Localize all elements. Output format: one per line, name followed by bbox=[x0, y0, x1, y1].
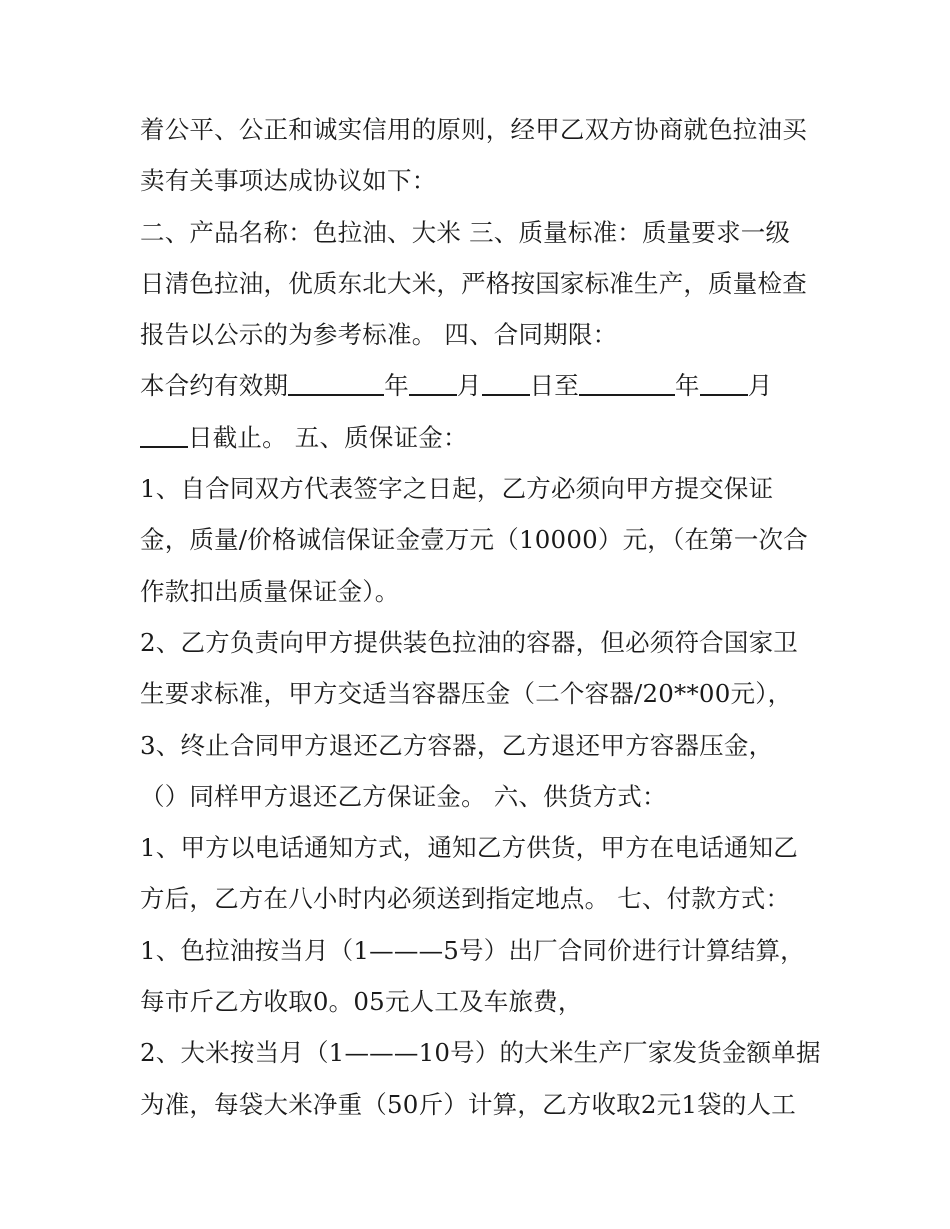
blank-day-end bbox=[140, 426, 188, 448]
text-line: 1、自合同双方代表签字之日起，乙方必须向甲方提交保证 bbox=[140, 474, 774, 504]
text-line: 报告以公示的为参考标准。 四、合同期限： bbox=[140, 320, 618, 350]
text-segment: 月 bbox=[747, 371, 773, 401]
blank-month-end bbox=[700, 374, 748, 396]
text-line: 方后，乙方在八小时内必须送到指定地点。 七、付款方式： bbox=[140, 884, 791, 914]
text-segment: 日至 bbox=[529, 371, 580, 401]
text-line: 1、甲方以电话通知方式，通知乙方供货，甲方在电话通知乙 bbox=[140, 833, 798, 863]
contract-end-line bbox=[140, 412, 820, 463]
text-line: （）同样甲方退还乙方保证金。 六、供货方式： bbox=[140, 781, 667, 811]
text-line: 作款扣出质量保证金）。 bbox=[140, 576, 400, 606]
text-line: 1、色拉油按当月（1———5号）出厂合同价进行计算结算， bbox=[140, 935, 805, 965]
blank-month-start bbox=[409, 374, 457, 396]
text-line: 卖有关事项达成协议如下： bbox=[140, 166, 437, 196]
contract-term-line bbox=[140, 360, 820, 411]
text-line: 每市斤乙方收取0。05元人工及车旅费， bbox=[140, 987, 583, 1017]
blank-year-start bbox=[288, 374, 384, 396]
text-line: 2、大米按当月（1———10号）的大米生产厂家发货金额单据 bbox=[140, 1038, 821, 1068]
blank-year-end bbox=[579, 374, 675, 396]
text-segment: 日截止。 五、质保证金： bbox=[188, 422, 468, 452]
text-line: 为准，每袋大米净重（50斤）计算，乙方收取2元1袋的人工 bbox=[140, 1089, 796, 1119]
text-line: 着公平、公正和诚实信用的原则，经甲乙双方协商就色拉油买 bbox=[140, 115, 807, 144]
text-line: 日清色拉油，优质东北大米，严格按国家标准生产，质量检查 bbox=[140, 268, 807, 298]
text-line: 二、产品名称：色拉油、大米 三、质量标准：质量要求一级 bbox=[140, 217, 791, 247]
contract-body bbox=[140, 104, 820, 1130]
text-segment: 月 bbox=[456, 371, 482, 401]
text-line: 生要求标准，甲方交适当容器压金（二个容器/20**00元）， bbox=[140, 679, 793, 709]
blank-day-start bbox=[482, 374, 530, 396]
text-segment: 年 bbox=[384, 371, 409, 401]
text-line: 3、终止合同甲方退还乙方容器，乙方退还甲方容器压金， bbox=[140, 730, 774, 760]
text-segment: 本合约有效期 bbox=[140, 371, 289, 401]
text-line: 金，质量/价格诚信保证金壹万元（10000）元，（在第一次合 bbox=[140, 525, 808, 555]
text-line: 2、乙方负责向甲方提供装色拉油的容器，但必须符合国家卫 bbox=[140, 627, 798, 657]
text-segment: 年 bbox=[675, 371, 700, 401]
